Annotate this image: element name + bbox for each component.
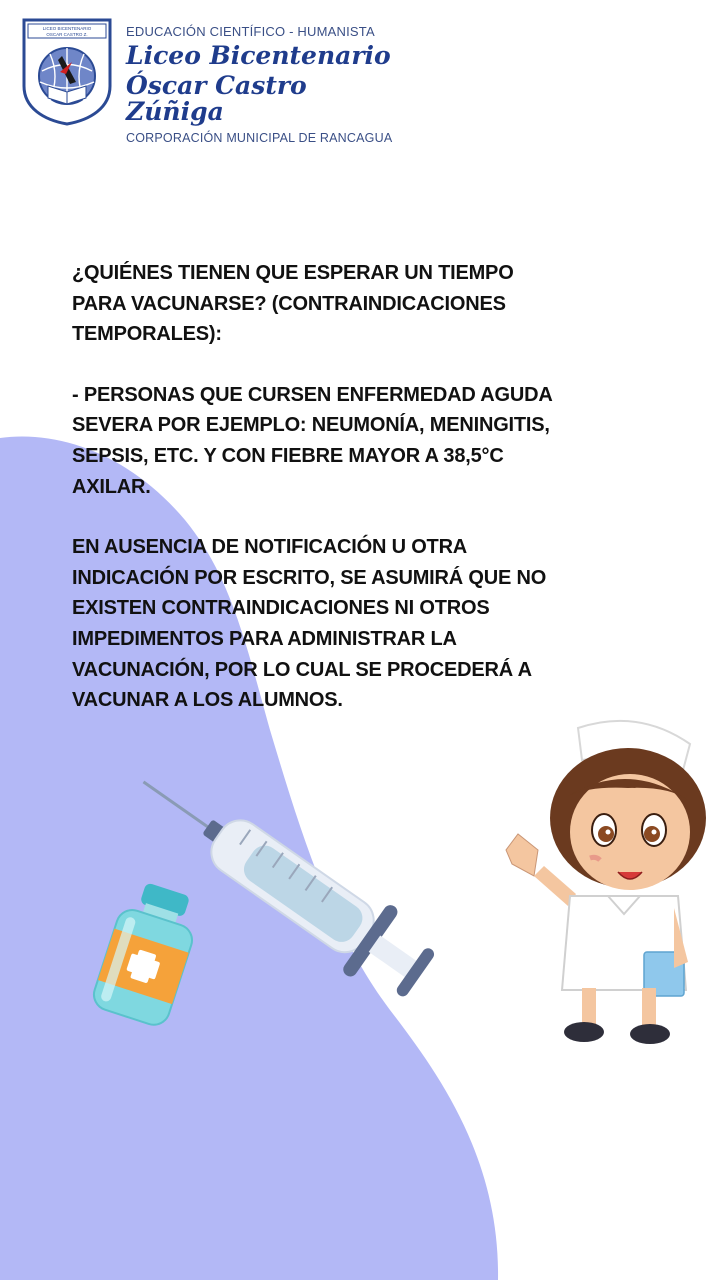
school-name-line1: Liceo Bicentenario xyxy=(126,41,391,70)
svg-text:LICEO BICENTENARIO: LICEO BICENTENARIO xyxy=(42,26,92,31)
notice-text xyxy=(72,258,572,716)
nurse-illustration xyxy=(478,700,720,1060)
svg-text:OSCAR CASTRO Z.: OSCAR CASTRO Z. xyxy=(46,32,88,37)
school-crest-icon xyxy=(20,16,114,126)
school-name-line2: Óscar Castro Zúñiga xyxy=(126,71,307,126)
notice-paragraph: EN AUSENCIA DE NOTIFICACIÓN U OTRA INDICACIÓN POR ESCRITO, SE ASUMIRÁ QUE NO EXISTEN CONTRAINDICACIONES NI OTROS IMPEDIMENTOS PARA ADMINISTRAR LA VACUNACIÓN, POR LO CUAL SE PROCEDERÁ A VACUNAR A LOS ALUMNOS. xyxy=(72,536,547,712)
school-kicker: EDUCACIÓN CIENTÍFICO - HUMANISTA xyxy=(126,24,375,39)
vaccine-vial-icon xyxy=(92,880,202,1030)
question-heading: ¿QUIÉNES TIENEN QUE ESPERAR UN TIEMPO PARA VACUNARSE? (CONTRAINDICACIONES TEMPORALES): xyxy=(72,262,514,346)
contraindication-item: - PERSONAS QUE CURSEN ENFERMEDAD AGUDA SEVERA POR EJEMPLO: NEUMONÍA, MENINGITIS, SEPSIS, ETC. Y CON FIEBRE MAYOR A 38,5°C AXILAR. xyxy=(72,383,552,498)
school-header xyxy=(18,16,398,145)
school-corporation: CORPORACIÓN MUNICIPAL DE RANCAGUA xyxy=(126,131,393,145)
